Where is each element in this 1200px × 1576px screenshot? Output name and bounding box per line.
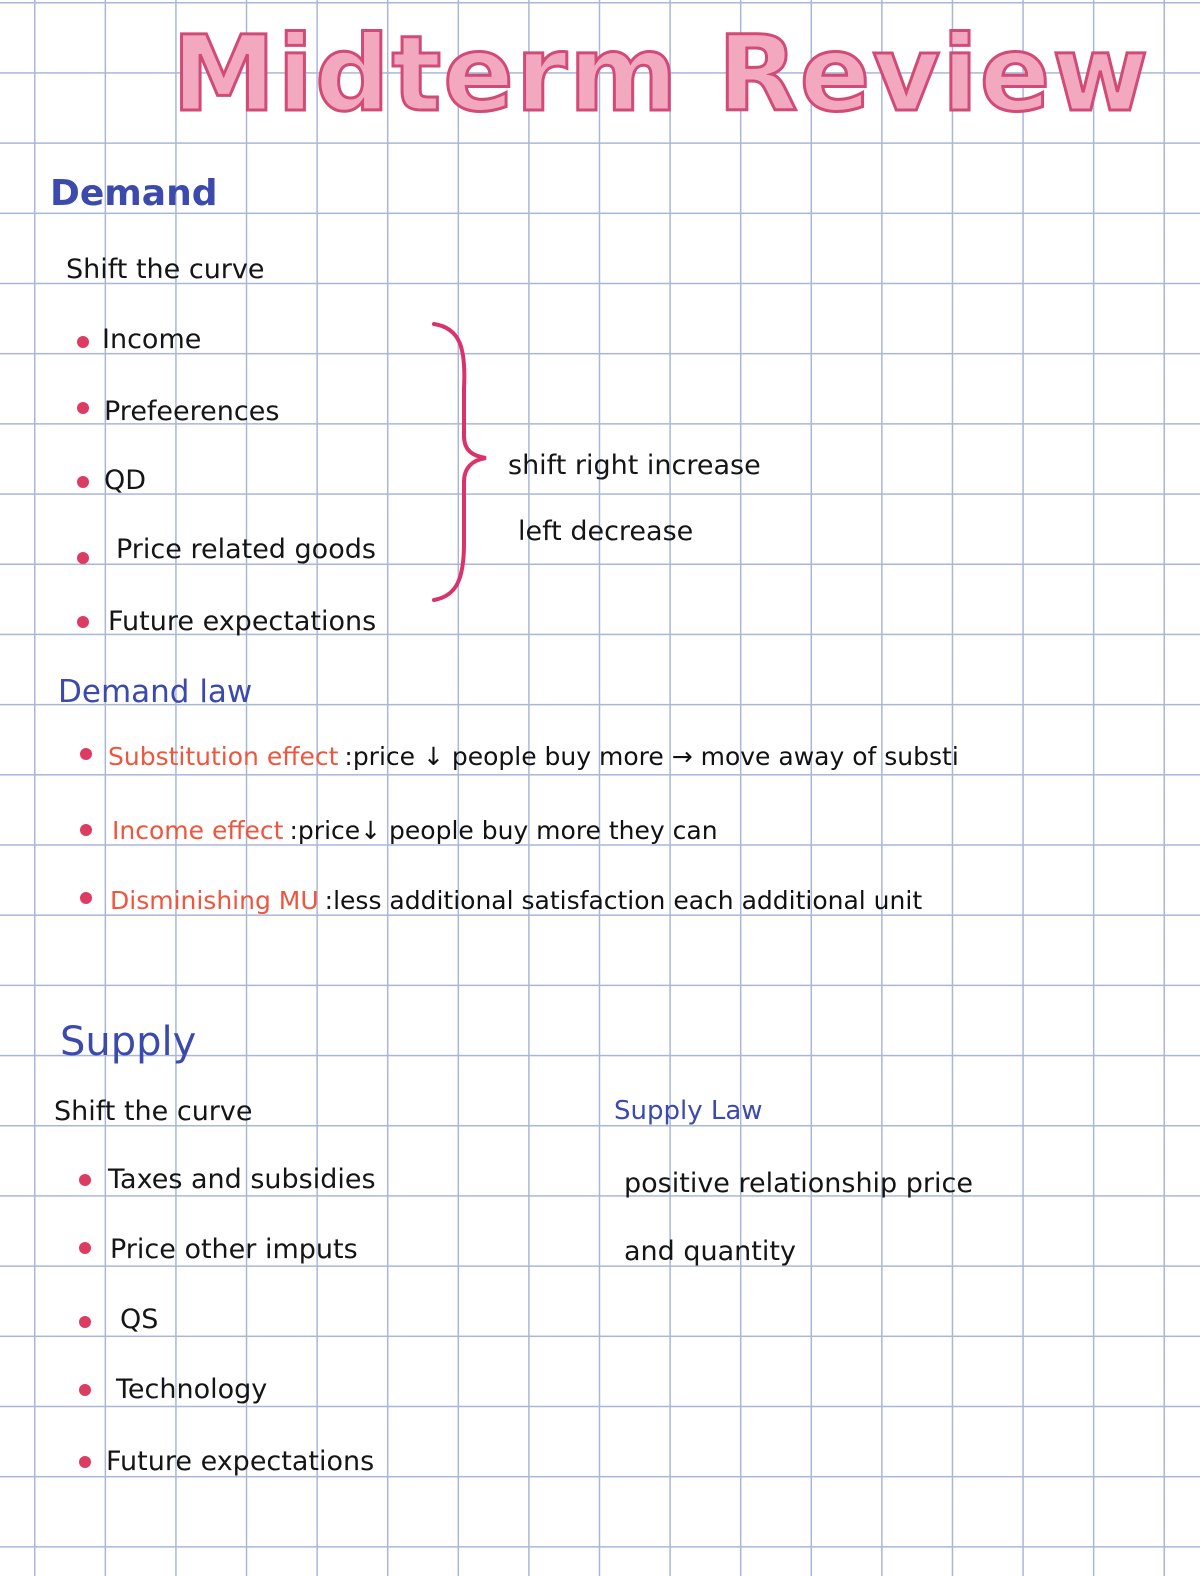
bullet-dot [79, 1456, 91, 1468]
bullet-dot [77, 402, 89, 414]
supply-law-line2: and quantity [624, 1236, 796, 1267]
supply-factor: Future expectations [106, 1446, 375, 1477]
supply-heading: Supply [60, 1019, 197, 1065]
bullet-dot [79, 1316, 91, 1328]
demand-factor: Price related goods [116, 534, 376, 565]
demand-law-item: Substitution effect :price ↓ people buy more → move away of substi [108, 742, 959, 771]
supply-factor: Price other imputs [110, 1234, 358, 1265]
bullet-dot [79, 1384, 91, 1396]
demand-heading: Demand [50, 173, 218, 214]
bullet-dot [77, 616, 89, 628]
law-text: price ↓ people buy more → move away of substi [352, 742, 959, 771]
supply-law-line1: positive relationship price [624, 1168, 973, 1199]
law-text: price↓ people buy more they can [297, 816, 718, 845]
bullet-dot [80, 824, 92, 836]
law-term: Disminishing MU [110, 886, 319, 915]
brace-note-line2: left decrease [518, 516, 694, 547]
bullet-dot [79, 1242, 91, 1254]
law-term: Income effect [112, 816, 284, 845]
supply-factor: Technology [116, 1374, 268, 1405]
demand-factor: Income [102, 324, 202, 355]
demand-factor: Future expectations [108, 606, 377, 637]
demand-law-heading: Demand law [58, 674, 253, 710]
law-term: Substitution effect [108, 742, 339, 771]
supply-factor: Taxes and subsidies [108, 1164, 376, 1195]
bullet-dot [79, 1174, 91, 1186]
demand-factor: QD [104, 465, 147, 496]
supply-shift-subheading: Shift the curve [54, 1096, 253, 1127]
demand-shift-subheading: Shift the curve [66, 254, 265, 285]
bullet-dot [77, 336, 89, 348]
supply-factor: QS [120, 1304, 159, 1335]
supply-law-heading: Supply Law [614, 1096, 763, 1126]
law-text: less additional satisfaction each additional unit [333, 886, 923, 915]
bullet-dot [77, 552, 89, 564]
demand-law-item: Income effect :price↓ people buy more they can [112, 816, 718, 845]
demand-law-item: Disminishing MU :less additional satisfaction each additional unit [110, 886, 923, 915]
bullet-dot [77, 476, 89, 488]
brace-note-line1: shift right increase [508, 450, 761, 481]
bullet-dot [80, 748, 92, 760]
curly-brace-icon [420, 318, 500, 608]
page-title: Midterm Review [172, 13, 1151, 135]
bullet-dot [80, 892, 92, 904]
demand-factor: Prefeerences [104, 396, 280, 427]
